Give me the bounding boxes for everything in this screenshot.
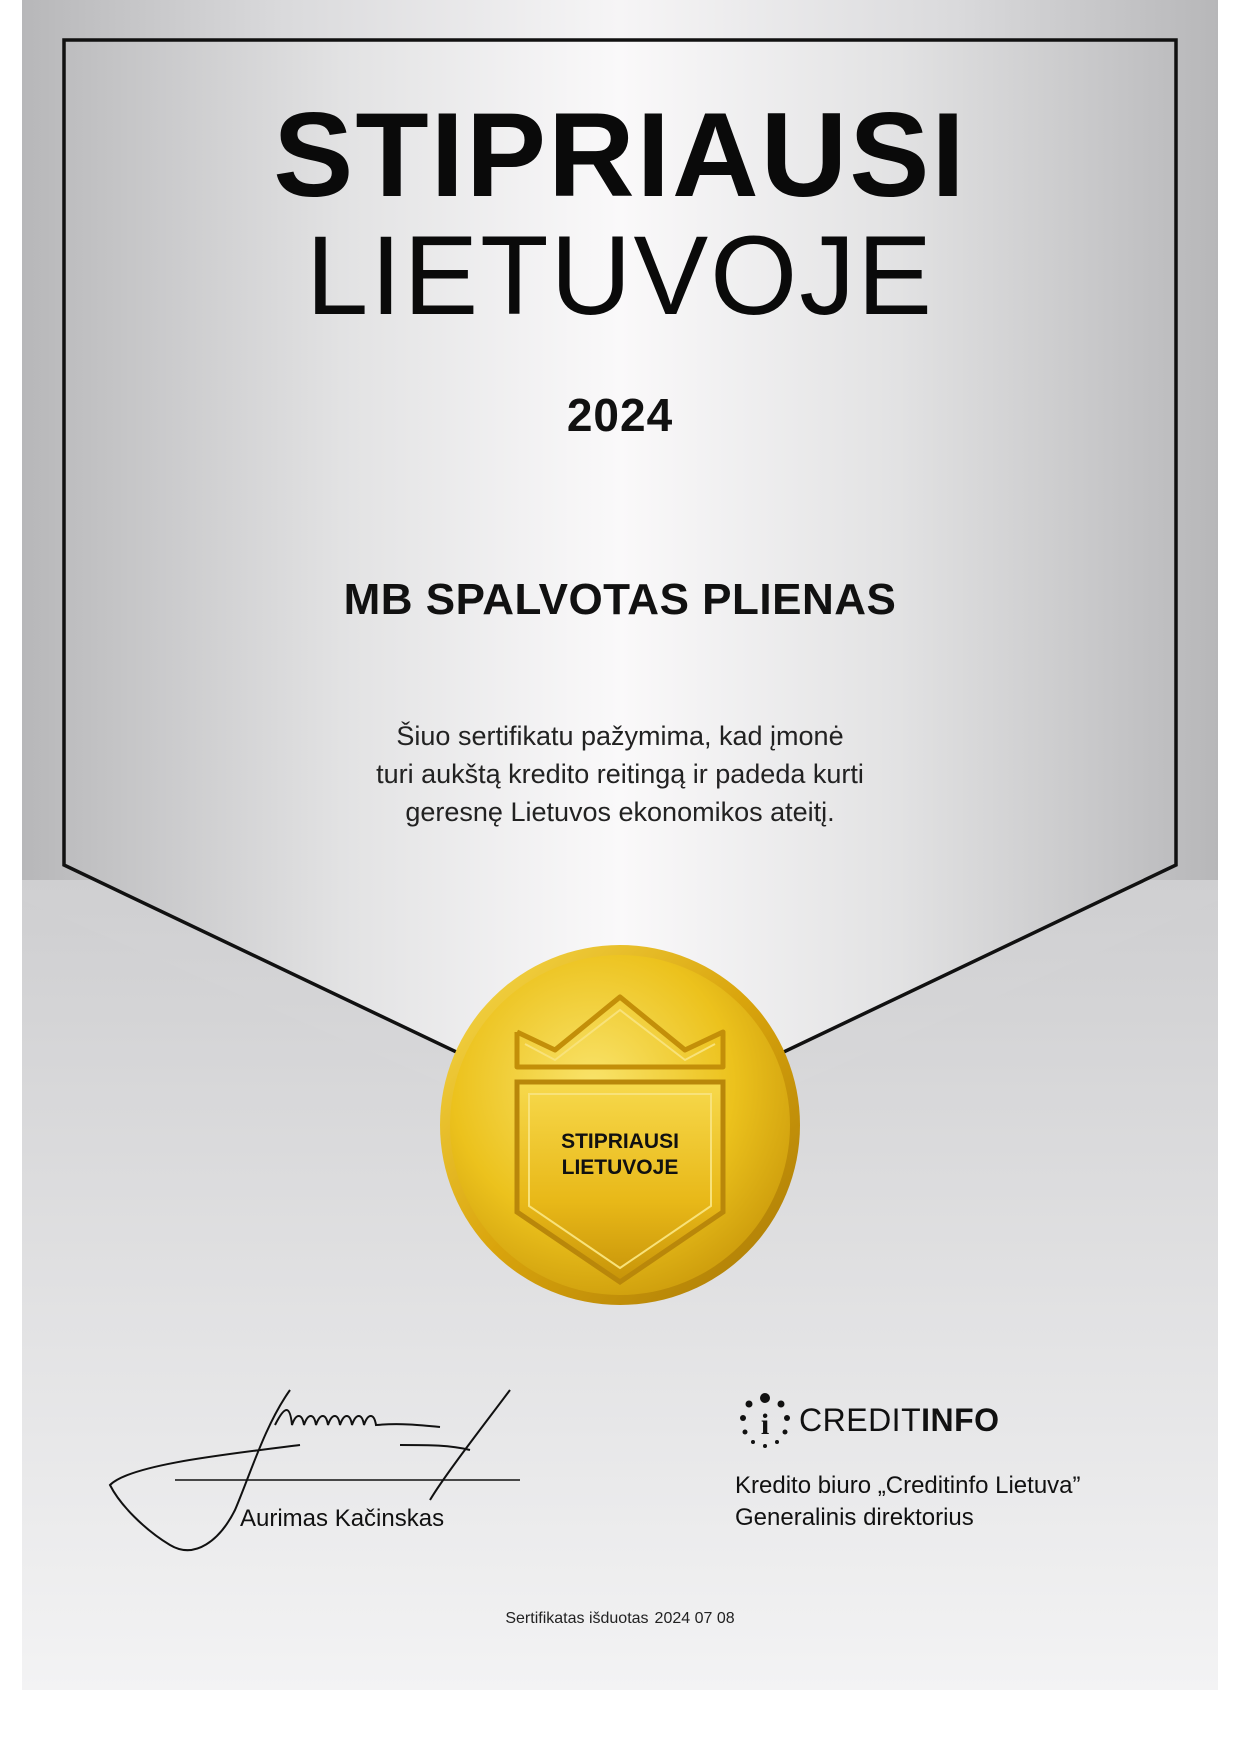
statement-line: Šiuo sertifikatu pažymima, kad įmonė [396, 721, 844, 751]
director-title [735, 1470, 1081, 1534]
issue-date-value: 2024 07 08 [654, 1610, 735, 1627]
director-line-2: Generalinis direktorius [735, 1504, 974, 1531]
title-line-1: STIPRIAUSI [273, 88, 967, 222]
issue-date [0, 1610, 1240, 1628]
creditinfo-i-icon [735, 1390, 795, 1450]
certificate-statement [270, 717, 970, 831]
medal-text-line-1: STIPRIAUSI [561, 1130, 679, 1153]
svg-text:i: i [760, 1408, 770, 1441]
creditinfo-logo [735, 1390, 1000, 1450]
signer-name: Aurimas Kačinskas [240, 1505, 445, 1532]
gold-medal [437, 942, 803, 1308]
statement-line: geresnę Lietuvos ekonomikos ateitį. [405, 797, 835, 827]
statement-line: turi aukštą kredito reitingą ir padeda kurti [376, 759, 864, 789]
director-line-1: Kredito biuro „Creditinfo Lietuva” [735, 1472, 1081, 1499]
company-name: MB SPALVOTAS PLIENAS [343, 575, 897, 624]
creditinfo-wordmark [799, 1402, 1000, 1439]
medal-text-line-2: LIETUVOJE [561, 1156, 679, 1179]
title-line-2: LIETUVOJE [306, 213, 934, 338]
logo-text-info: INFO [921, 1401, 1000, 1438]
issue-date-label: Sertifikatas išduotas [505, 1610, 649, 1627]
certificate-year: 2024 [566, 389, 674, 441]
logo-text-credit: CREDIT [799, 1401, 922, 1438]
